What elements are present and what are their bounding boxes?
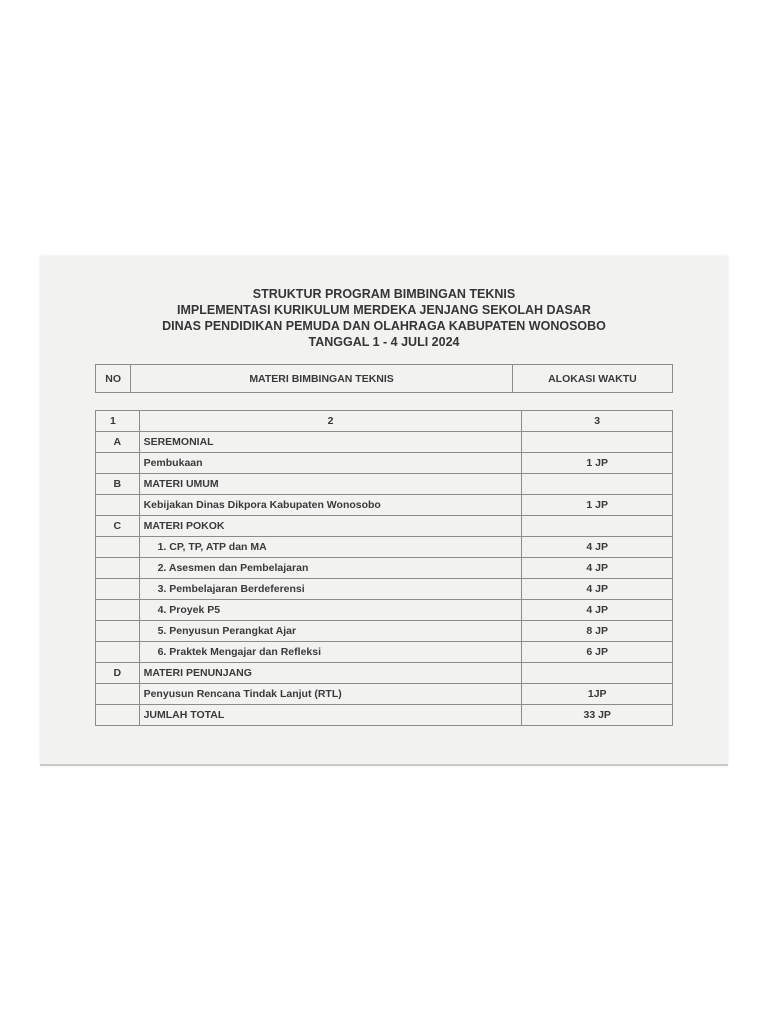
document-page (40, 256, 728, 766)
table-row (96, 558, 673, 579)
item-name: 5. Penyusun Perangkat Ajar (139, 621, 522, 642)
row-no (96, 684, 140, 705)
item-name: 3. Pembelajaran Berdeferensi (139, 579, 522, 600)
table-row (96, 537, 673, 558)
section-code: C (96, 516, 140, 537)
section-time (522, 663, 673, 684)
total-value: 33 JP (522, 705, 673, 726)
section-code: B (96, 474, 140, 495)
total-label: JUMLAH TOTAL (139, 705, 522, 726)
table-row (96, 579, 673, 600)
item-name: 6. Praktek Mengajar dan Refleksi (139, 642, 522, 663)
table-row (96, 600, 673, 621)
item-name: Penyusun Rencana Tindak Lanjut (RTL) (139, 684, 522, 705)
item-time: 4 JP (522, 537, 673, 558)
row-no (96, 705, 140, 726)
col-no-header: NO (96, 365, 131, 393)
item-name: 2. Asesmen dan Pembelajaran (139, 558, 522, 579)
section-title: SEREMONIAL (139, 432, 522, 453)
header-date: TANGGAL 1 - 4 JULI 2024 (308, 335, 460, 349)
table-row (96, 621, 673, 642)
row-no (96, 600, 140, 621)
section-code: A (96, 432, 140, 453)
column-number-row (96, 411, 673, 432)
item-time: 1 JP (522, 453, 673, 474)
item-name: 1. CP, TP, ATP dan MA (139, 537, 522, 558)
item-name: 4. Proyek P5 (139, 600, 522, 621)
header-institution: DINAS PENDIDIKAN PEMUDA DAN OLAHRAGA KABUPATEN WONOSOBO (162, 319, 606, 333)
section-title: MATERI UMUM (139, 474, 522, 495)
table-row (96, 642, 673, 663)
row-no (96, 642, 140, 663)
table-row (96, 684, 673, 705)
header-title: STRUKTUR PROGRAM BIMBINGAN TEKNIS (252, 287, 516, 301)
row-no (96, 453, 140, 474)
column-header-table (95, 364, 673, 393)
section-time (522, 516, 673, 537)
table-row (96, 495, 673, 516)
document-header (40, 286, 728, 350)
row-no (96, 495, 140, 516)
item-name: Pembukaan (139, 453, 522, 474)
section-row (96, 432, 673, 453)
section-row (96, 516, 673, 537)
section-title: MATERI POKOK (139, 516, 522, 537)
item-time: 1JP (522, 684, 673, 705)
item-time: 4 JP (522, 600, 673, 621)
section-time (522, 474, 673, 495)
section-row (96, 663, 673, 684)
row-no (96, 537, 140, 558)
section-time (522, 432, 673, 453)
col-materi-header: MATERI BIMBINGAN TEKNIS (131, 365, 513, 393)
schedule-table (95, 410, 673, 726)
col-alokasi-header: ALOKASI WAKTU (512, 365, 672, 393)
row-no (96, 621, 140, 642)
col-number: 3 (522, 411, 673, 432)
section-title: MATERI PENUNJANG (139, 663, 522, 684)
col-number: 2 (139, 411, 522, 432)
column-header-row (96, 365, 673, 393)
header-subtitle: IMPLEMENTASI KURIKULUM MERDEKA JENJANG SEKOLAH DASAR (177, 303, 591, 317)
item-time: 4 JP (522, 579, 673, 600)
item-name: Kebijakan Dinas Dikpora Kabupaten Wonosobo (139, 495, 522, 516)
table-row (96, 453, 673, 474)
item-time: 8 JP (522, 621, 673, 642)
section-code: D (96, 663, 140, 684)
col-number: 1 (96, 411, 140, 432)
row-no (96, 579, 140, 600)
row-no (96, 558, 140, 579)
item-time: 6 JP (522, 642, 673, 663)
item-time: 4 JP (522, 558, 673, 579)
section-row (96, 474, 673, 495)
item-time: 1 JP (522, 495, 673, 516)
total-row (96, 705, 673, 726)
